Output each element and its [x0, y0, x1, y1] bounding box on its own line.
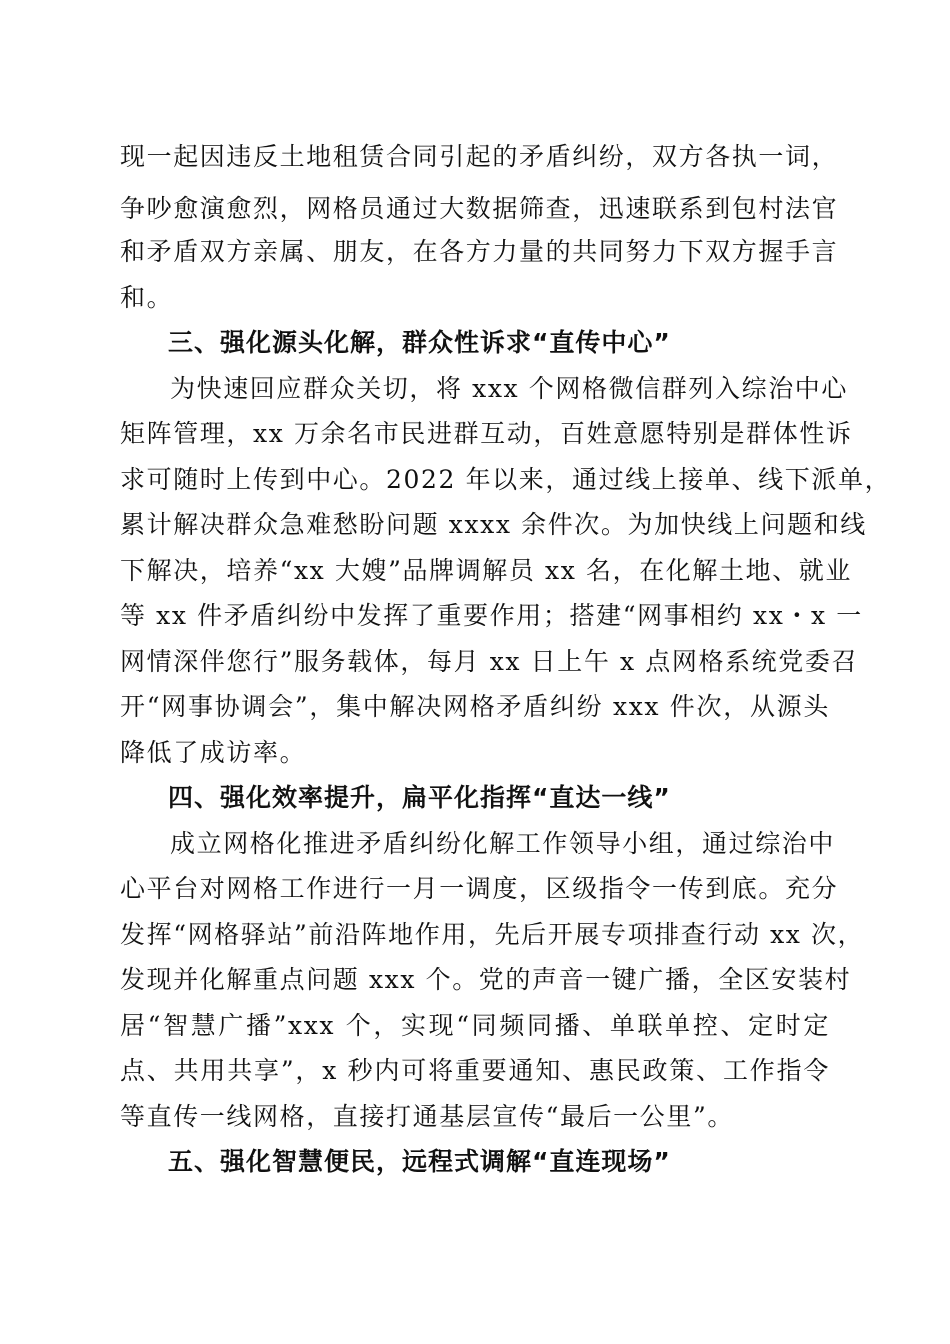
- paragraph-line: 发现并化解重点问题 xxx 个。党的声音一键广播，全区安装村: [120, 965, 852, 994]
- section-heading: 四、强化效率提升，扁平化指挥“直达一线”: [168, 783, 671, 812]
- paragraph-line: 成立网格化推进矛盾纠纷化解工作领导小组，通过综治中: [170, 829, 836, 858]
- paragraph-line: 等直传一线网格，直接打通基层宣传“最后一公里”。: [120, 1102, 734, 1131]
- paragraph-line: 和。: [120, 283, 174, 312]
- paragraph-line: 累计解决群众急难愁盼问题 xxxx 余件次。为加快线上问题和线: [120, 510, 867, 539]
- section-heading: 三、强化源头化解，群众性诉求“直传中心”: [168, 328, 671, 357]
- paragraph-line: 网情深伴您行”服务载体，每月 xx 日上午 x 点网格系统党委召: [120, 647, 859, 676]
- paragraph-line: 点、共用共享”，x 秒内可将重要通知、惠民政策、工作指令: [120, 1056, 830, 1085]
- paragraph-line: 求可随时上传到中心。2022 年以来，通过线上接单、线下派单，: [120, 465, 892, 494]
- paragraph-line: 争吵愈演愈烈，网格员通过大数据筛查，迅速联系到包村法官: [120, 194, 839, 223]
- paragraph-line: 为快速回应群众关切，将 xxx 个网格微信群列入综治中心: [170, 374, 848, 403]
- paragraph-line: 现一起因违反土地租赁合同引起的矛盾纠纷，双方各执一词，: [120, 142, 839, 171]
- paragraph-line: 降低了成访率。: [120, 738, 307, 767]
- paragraph-line: 下解决，培养“xx 大嫂”品牌调解员 xx 名，在化解土地、就业: [120, 556, 853, 585]
- section-heading: 五、强化智慧便民，远程式调解“直连现场”: [168, 1147, 671, 1176]
- paragraph-line: 矩阵管理，xx 万余名市民进群互动，百姓意愿特别是群体性诉: [120, 419, 853, 448]
- paragraph-line: 和矛盾双方亲属、朋友，在各方力量的共同努力下双方握手言: [120, 237, 839, 266]
- paragraph-line: 开“网事协调会”，集中解决网格矛盾纠纷 xxx 件次，从源头: [120, 692, 830, 721]
- paragraph-line: 心平台对网格工作进行一月一调度，区级指令一传到底。充分: [120, 874, 839, 903]
- paragraph-line: 等 xx 件矛盾纠纷中发挥了重要作用；搭建“网事相约 xx・x 一: [120, 601, 863, 630]
- paragraph-line: 居“智慧广播”xxx 个，实现“同频同播、单联单控、定时定: [120, 1011, 830, 1040]
- paragraph-line: 发挥“网格驿站”前沿阵地作用，先后开展专项排查行动 xx 次，: [120, 920, 865, 949]
